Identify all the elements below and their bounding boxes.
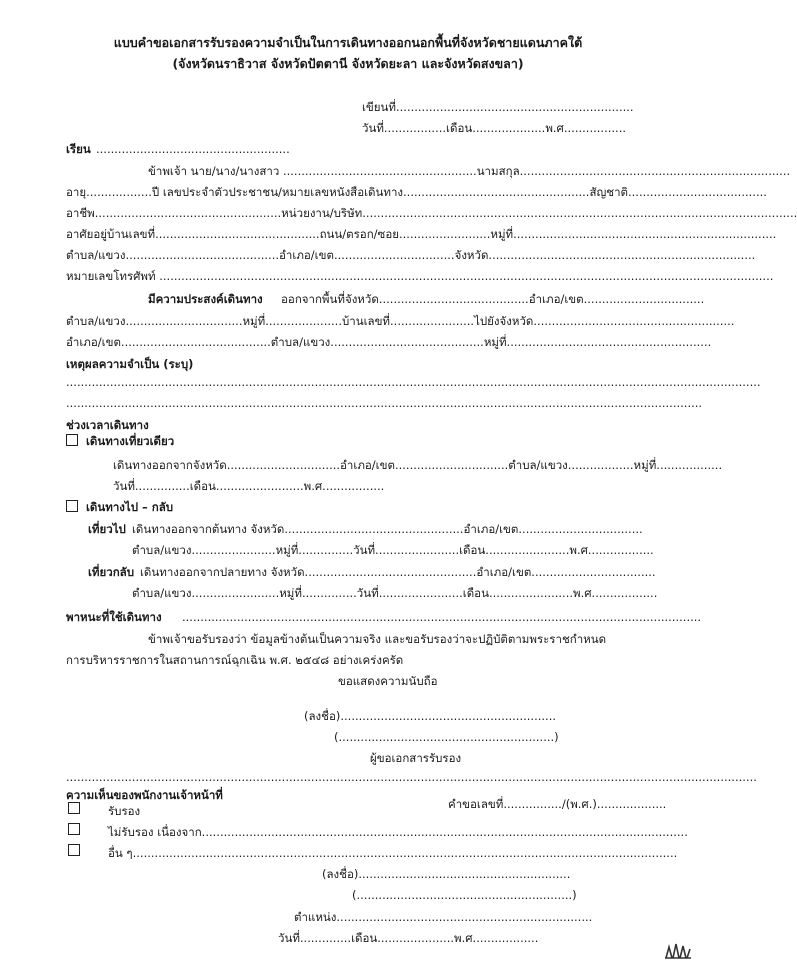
travel-period-label: ช่วงเวลาเดินทาง: [66, 418, 149, 432]
officer-position-field[interactable]: ตำแหน่ง......................................................................: [294, 910, 593, 924]
purpose-destination-district-field[interactable]: อำเภอ/เขต.........................................ตำบล/แขวง..........................................หมู่ที่........................................................: [66, 335, 712, 349]
approve-label: รับรอง: [108, 804, 141, 818]
reason-field-1[interactable]: ..............................................................................................................................................................................................: [66, 375, 761, 389]
reason-label: เหตุผลความจำเป็น (ระบุ): [66, 357, 194, 371]
one-way-label: เดินทางเที่ยวเดียว: [86, 434, 175, 448]
form-title: แบบคำขอเอกสารรับรองความจำเป็นในการเดินทางออกนอกพื้นที่จังหวัดชายแดนภาคใต้: [113, 35, 583, 50]
officer-opinion-label: ความเห็นของพนักงานเจ้าหน้าที่: [66, 788, 223, 802]
purpose-label: มีความประสงค์เดินทาง: [148, 292, 263, 306]
certify-text-2: การบริหารราชการในสถานการณ์ฉุกเฉิน พ.ศ. ๒๕๔๘ อย่างเคร่งครัด: [66, 653, 404, 667]
one-way-date-field[interactable]: วันที่...............เดือน........................พ.ศ.................: [113, 479, 385, 493]
applicant-name-field[interactable]: (...........................................................): [334, 730, 559, 744]
purpose-destination-field[interactable]: ตำบล/แขวง................................หมู่ที่.....................บ้านเลขที่.......................ไปยังจังหวัด.......................................................: [66, 314, 735, 328]
applicant-signature-field[interactable]: (ลงชื่อ)...........................................................: [304, 709, 557, 723]
corner-emblem-icon: [664, 941, 692, 959]
certify-text-1: ข้าพเจ้าขอรับรองว่า ข้อมูลข้างต้นเป็นความจริง และขอรับรองว่าจะปฏิบัติตามพระราชกำหนด: [148, 632, 607, 646]
to-field[interactable]: .....................................................: [96, 142, 290, 156]
one-way-checkbox[interactable]: [66, 434, 78, 446]
separator-line: .............................................................................................................................................................................................: [66, 770, 757, 784]
vehicle-label: พาหนะที่ใช้เดินทาง: [66, 610, 162, 624]
round-trip-label: เดินทางไป – กลับ: [86, 500, 174, 514]
return-date-field[interactable]: ตำบล/แขวง........................หมู่ที่...............วันที่.......................เดือน.......................พ.ศ..................: [132, 586, 658, 600]
date-field[interactable]: วันที่.................เดือน....................พ.ศ.................: [362, 121, 627, 135]
name-field[interactable]: ข้าพเจ้า นาย/นาง/นางสาว .....................................................นามสกุล..........................................................................: [148, 164, 791, 178]
closing-respect: ขอแสดงความนับถือ: [338, 674, 438, 688]
phone-field[interactable]: หมายเลขโทรศัพท์ ........................................................................................................................................................................: [66, 269, 774, 283]
written-at-field[interactable]: เขียนที่.................................................................: [362, 100, 634, 114]
return-label: เที่ยวกลับ: [88, 565, 135, 579]
applicant-role: ผู้ขอเอกสารรับรอง: [370, 751, 462, 765]
one-way-route-field[interactable]: เดินทางออกจากจังหวัด...............................อำเภอ/เขต...............................ตำบล/แขวง..................หมู่ที่..................: [113, 458, 723, 472]
officer-date-field[interactable]: วันที่..............เดือน.....................พ.ศ..................: [278, 931, 539, 945]
outbound-date-field[interactable]: ตำบล/แขวง.......................หมู่ที่...............วันที่.......................เดือน.......................พ.ศ..................: [132, 543, 654, 557]
return-route-field[interactable]: เดินทางออกจากปลายทาง จังหวัด...............................................อำเภอ/เขต..................................: [140, 565, 656, 579]
outbound-route-field[interactable]: เดินทางออกจากต้นทาง จังหวัด.................................................อำเภอ/เขต..................................: [132, 522, 643, 536]
district-province-field[interactable]: ตำบล/แขวง..........................................อำเภอ/เขต.................................จังหวัด.........................................................................: [66, 248, 756, 262]
other-field[interactable]: อื่น ๆ.....................................................................................................................................................: [108, 846, 678, 860]
to-label: เรียน: [66, 142, 91, 156]
outbound-label: เที่ยวไป: [88, 522, 126, 536]
approve-checkbox[interactable]: [68, 802, 80, 814]
round-trip-checkbox[interactable]: [66, 500, 78, 512]
officer-name-field[interactable]: (...........................................................): [352, 888, 577, 902]
vehicle-field[interactable]: ..............................................................................................................................................: [182, 610, 702, 624]
purpose-origin-field[interactable]: ออกจากพื้นที่จังหวัด.........................................อำเภอ/เขต.................................: [281, 292, 705, 306]
reject-checkbox[interactable]: [68, 823, 80, 835]
reject-reason-field[interactable]: ไม่รับรอง เนื่องจาก.....................................................................................................................................: [108, 825, 688, 839]
other-checkbox[interactable]: [68, 844, 80, 856]
occupation-field[interactable]: อาชีพ...................................................หน่วยงาน/บริษัท.......................................................................................................................: [66, 206, 797, 220]
officer-signature-field[interactable]: (ลงชื่อ)..........................................................: [322, 867, 571, 881]
address-field[interactable]: อาศัยอยู่บ้านเลขที่.............................................ถนน/ตรอก/ซอย.........................หมู่ที่........................................................................: [66, 227, 777, 241]
request-number-field[interactable]: คำขอเลขที่................/(พ.ศ.)...................: [448, 797, 667, 811]
age-id-nationality-field[interactable]: อายุ..................ปี เลขประจำตัวประชาชน/หมายเลขหนังสือเดินทาง...................................................สัญชาติ......................................: [66, 185, 767, 199]
form-subtitle: (จังหวัดนราธิวาส จังหวัดปัตตานี จังหวัดยะลา และจังหวัดสงขลา): [172, 56, 524, 71]
reason-field-2[interactable]: ..............................................................................................................................................................................: [66, 396, 703, 410]
